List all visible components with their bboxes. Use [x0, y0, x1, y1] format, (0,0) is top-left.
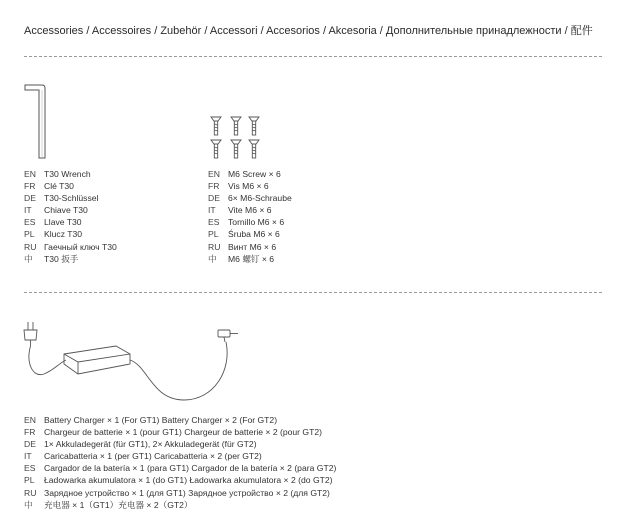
- lang-code: IT: [208, 205, 216, 216]
- label-text: M6 Screw × 6: [228, 169, 281, 179]
- lang-code: RU: [24, 241, 37, 252]
- label-text: T30 Wrench: [44, 169, 91, 179]
- label-row: [24, 450, 336, 462]
- lang-code: PL: [208, 229, 219, 240]
- label-text: T30-Schlüssel: [44, 193, 99, 204]
- label-row: [208, 204, 292, 216]
- section-divider-top: [24, 56, 602, 57]
- lang-code: DE: [208, 193, 220, 204]
- lang-code: ES: [24, 217, 36, 228]
- lang-code: RU: [208, 241, 221, 252]
- lang-code: PL: [24, 229, 35, 240]
- label-row: [208, 168, 292, 180]
- battery-charger-icon: [18, 316, 243, 406]
- label-row: [24, 192, 117, 204]
- label-text: Battery Charger × 1 (For GT1) Battery Charger × 2 (For GT2): [44, 415, 278, 425]
- label-row: [24, 487, 336, 499]
- m6-screws-labels: [208, 168, 292, 265]
- lang-code: DE: [24, 193, 36, 204]
- label-row: [208, 180, 292, 192]
- label-row: [24, 474, 336, 486]
- lang-code: EN: [24, 169, 36, 179]
- label-text: Chiave T30: [44, 205, 88, 216]
- label-text: Vite M6 × 6: [228, 205, 272, 216]
- label-text: Vis M6 × 6: [228, 181, 269, 192]
- label-text: Tornillo M6 × 6: [228, 217, 285, 228]
- label-row: [24, 462, 336, 474]
- label-row: [208, 216, 292, 228]
- label-row: [24, 180, 117, 192]
- lang-code: IT: [24, 451, 32, 462]
- lang-code: EN: [208, 169, 220, 179]
- label-text: Llave T30: [44, 217, 82, 228]
- label-text: Винт M6 × 6: [228, 241, 277, 252]
- label-text: Зарядное устройство × 1 (для GT1) Зарядное устройство × 2 (для GT2): [44, 487, 330, 498]
- label-text: Гаечный ключ T30: [44, 241, 117, 252]
- lang-code: RU: [24, 487, 37, 498]
- page-title: Accessories / Accessoires / Zubehör / Accessori / Accesorios / Akcesoria / Дополнительные принадлежности / 配件: [24, 25, 593, 37]
- label-row: [24, 253, 117, 265]
- lang-code: FR: [24, 427, 36, 438]
- lang-code: FR: [208, 181, 220, 192]
- label-row: [24, 216, 117, 228]
- label-text: 6× M6-Schraube: [228, 193, 292, 204]
- label-text: Chargeur de batterie × 1 (pour GT1) Chargeur de batterie × 2 (pour GT2): [44, 427, 323, 438]
- lang-code: PL: [24, 475, 35, 486]
- label-row: [24, 241, 117, 253]
- lang-code: DE: [24, 439, 36, 450]
- label-text: Ładowarka akumulatora × 1 (do GT1) Ładowarka akumulatora × 2 (do GT2): [44, 475, 333, 486]
- lang-code: 中: [208, 253, 217, 264]
- lang-code: EN: [24, 415, 36, 425]
- label-text: T30 扳手: [44, 253, 79, 264]
- lang-code: FR: [24, 181, 36, 192]
- label-text: Cargador de la batería × 1 (para GT1) Cargador de la batería × 2 (para GT2): [44, 463, 337, 474]
- section-divider-middle: [24, 292, 602, 293]
- lang-code: 中: [24, 499, 33, 510]
- label-text: Clé T30: [44, 181, 74, 192]
- label-text: M6 螺钉 × 6: [228, 253, 275, 264]
- label-text: Śruba M6 × 6: [228, 229, 280, 240]
- label-row: [24, 228, 117, 240]
- lang-code: ES: [24, 463, 36, 474]
- label-row: [208, 241, 292, 253]
- label-text: Klucz T30: [44, 229, 83, 240]
- label-row: [24, 426, 336, 438]
- label-text: 充电器 × 1（GT1）充电器 × 2（GT2）: [44, 499, 193, 510]
- label-row: [208, 253, 292, 265]
- label-text: 1× Akkuladegerät (für GT1), 2× Akkuladegerät (für GT2): [44, 439, 257, 450]
- battery-charger-labels: [24, 414, 336, 511]
- label-row: [24, 414, 336, 426]
- label-row: [24, 499, 336, 511]
- lang-code: 中: [24, 253, 33, 264]
- t30-wrench-icon: [20, 82, 60, 162]
- lang-code: IT: [24, 205, 32, 216]
- label-row: [24, 204, 117, 216]
- label-row: [208, 192, 292, 204]
- label-row: [24, 438, 336, 450]
- m6-screws-icon: [210, 116, 262, 162]
- t30-wrench-labels: [24, 168, 117, 265]
- lang-code: ES: [208, 217, 220, 228]
- label-text: Caricabatteria × 1 (per GT1) Caricabatteria × 2 (per GT2): [44, 451, 262, 462]
- label-row: [208, 228, 292, 240]
- label-row: [24, 168, 117, 180]
